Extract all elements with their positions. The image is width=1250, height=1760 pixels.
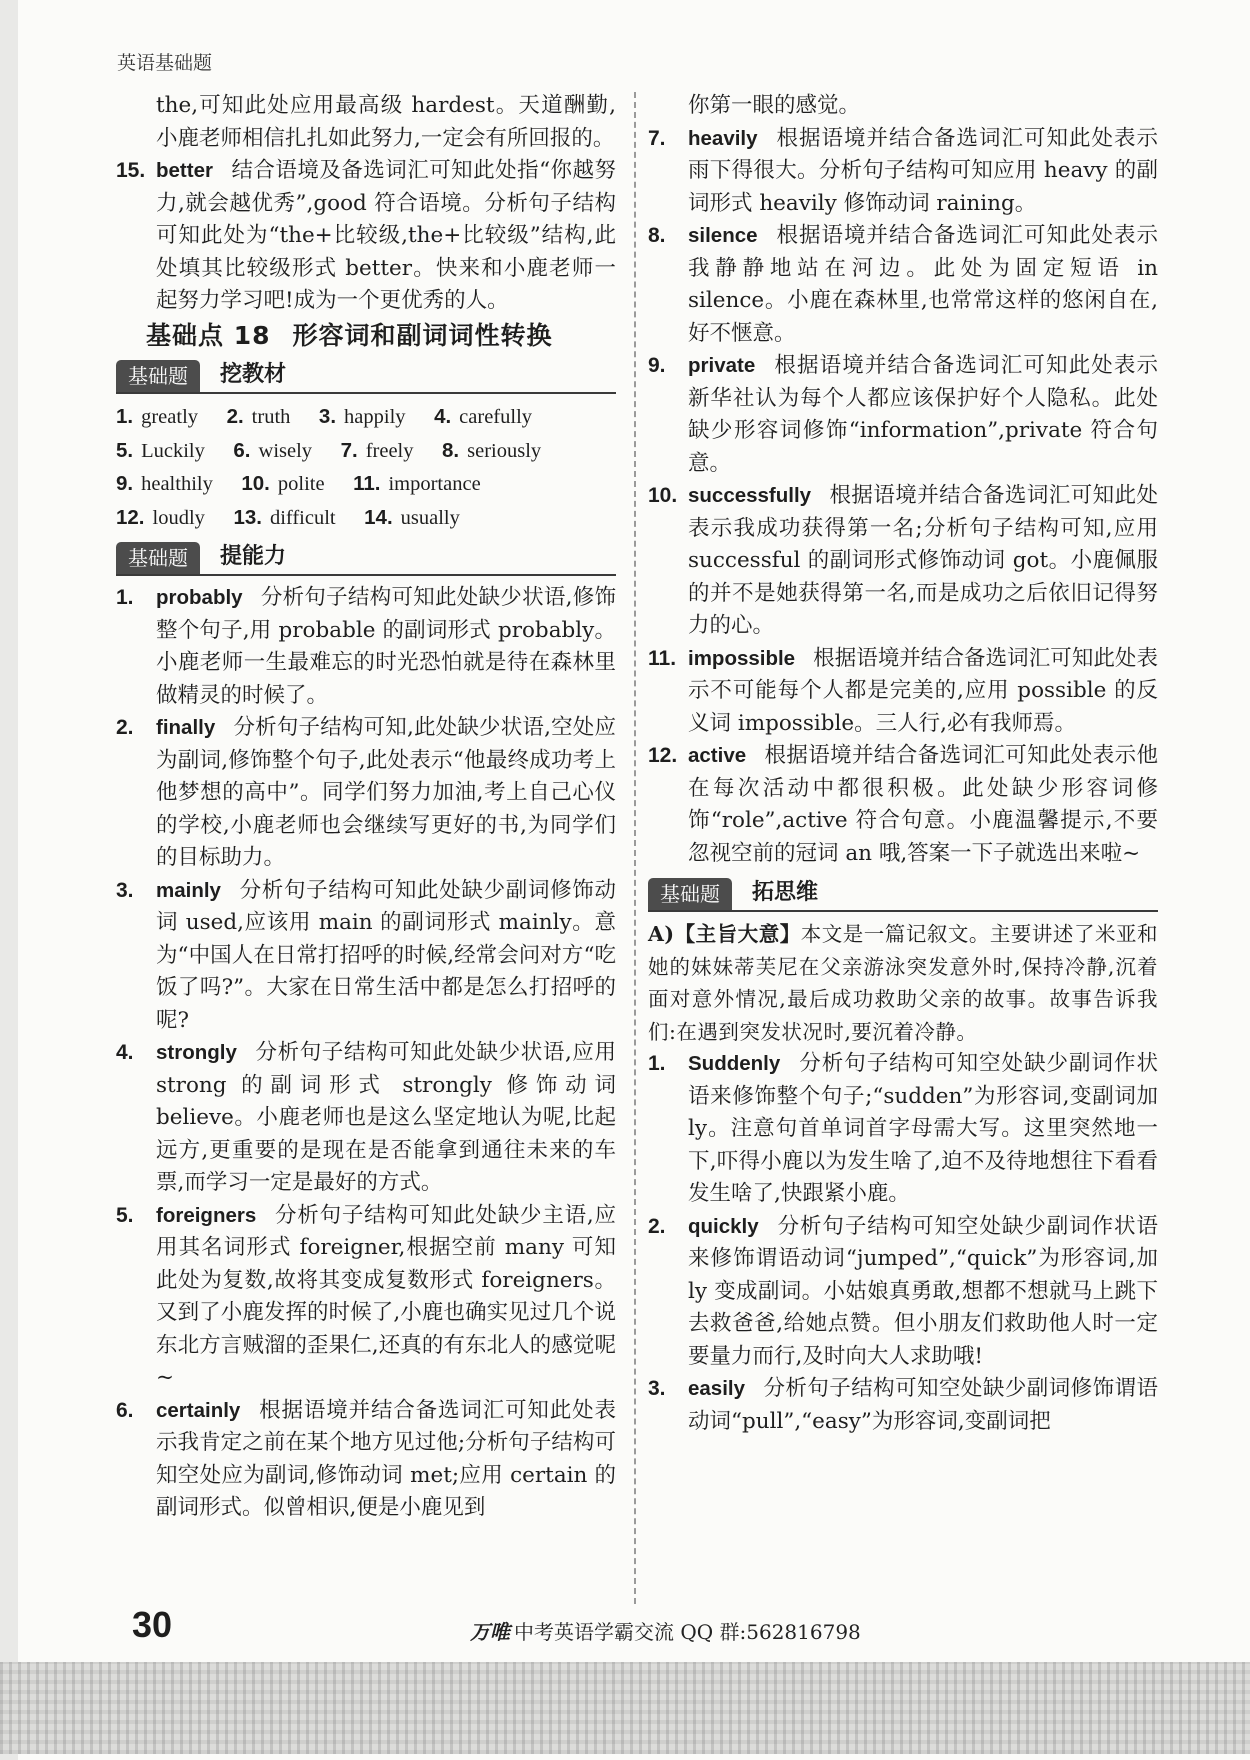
grid-answer: 3. happily xyxy=(318,405,406,428)
answer-item: 3. mainly 分析句子结构可知此处缺少副词修饰动词 used,应该用 main 的副词形式 mainly。意为“中国人在日常打招呼的时候,经常会问对方“吃饭了吗?”。大家在日常生活中都是怎么打招呼的呢? xyxy=(116,877,616,1033)
column-divider xyxy=(634,92,636,1604)
tag-badge: 基础题 xyxy=(116,542,200,574)
brand-logo: 万唯 xyxy=(470,1622,510,1644)
summary-label: A)【主旨大意】 xyxy=(648,922,801,946)
bottom-pattern-strip xyxy=(0,1662,1250,1754)
grid-answer: 7. freely xyxy=(340,438,414,462)
answer-grid-row xyxy=(116,434,616,468)
grid-answer: 11. importance xyxy=(353,472,481,495)
footer-note xyxy=(470,1616,861,1645)
answer-item: 4. strongly 分析句子结构可知此处缺少状语,应用 strong 的副词形式 strongly 修饰动词 believe。小鹿老师也是这么坚定地认为呢,比起远方,更重要的是现在是否能拿到通往未来的车票,而学习一定是最好的方式。 xyxy=(116,1040,616,1195)
page-edge xyxy=(0,0,18,1760)
section-point: 基础点 18 xyxy=(146,320,271,350)
answer-item: 10. successfully 根据语境并结合备选词汇可知此处表示我成功获得第一名;分析句子结构可知,应用 successful 的副词形式修饰动词 got。小鹿佩服的并不是她获得第一名,而是成功之后依旧记得努力的心。 xyxy=(648,483,1158,638)
grid-answer: 4. carefully xyxy=(434,405,533,428)
answer-item: 2. finally 分析句子结构可知,此处缺少状语,空处应为副词,修饰整个句子,此处表示“他最终成功考上他梦想的高中”。同学们努力加油,考上自己心仪的学校,小鹿老师也会继续写更好的书,为同学们的目标助力。 xyxy=(116,715,616,870)
continued-paragraph: 你第一眼的感觉。 xyxy=(688,93,861,118)
answer-grid xyxy=(116,400,616,534)
item-answer: better xyxy=(156,159,213,182)
grid-answer: 8. seriously xyxy=(442,438,542,462)
answer-item: 9. private 根据语境并结合备选词汇可知此处表示新华社认为每个人都应该保护好个人隐私。此处缺少形容词修饰“information”,private 符合句意。 xyxy=(648,353,1158,476)
item-explanation: 结合语境及备选词汇可知此处指“你越努力,就会越优秀”,good 符合语境。分析句子结构可知此处为“the+比较级,the+比较级”结构,此处填其比较级形式 better。快来和小鹿老师一起努力学习吧!成为一个更优秀的人。 xyxy=(156,158,616,313)
answer-item: 3. easily 分析句子结构可知空处缺少副词修饰谓语动词“pull”,“easy”为形容词,变副词把 xyxy=(648,1376,1158,1434)
main-idea-summary xyxy=(648,918,1158,1048)
answer-grid-row xyxy=(116,467,616,501)
grid-answer: 10. polite xyxy=(241,472,325,495)
tag-badge: 基础题 xyxy=(116,360,200,392)
grid-answer: 6. wisely xyxy=(233,438,313,462)
left-column xyxy=(116,90,616,1525)
item-number: 15. xyxy=(116,159,146,182)
answer-item-15 xyxy=(116,155,616,318)
grid-answer: 5. Luckily xyxy=(116,438,205,462)
answer-item: 7. heavily 根据语境并结合备选词汇可知此处表示雨下得很大。分析句子结构可知应用 heavy 的副词形式 heavily 修饰动词 raining。 xyxy=(648,125,1158,216)
answer-item: 12. active 根据语境并结合备选词汇可知此处表示他在每次活动中都很积极。此处缺少形容词修饰“role”,active 符合句意。小鹿温馨提示,不要忽视空前的冠词 an 哦,答案一下子就选出来啦~ xyxy=(648,743,1158,866)
answer-item: 11. impossible 根据语境并结合备选词汇可知此处表示不可能每个人都是完美的,应用 possible 的反义词 impossible。三人行,必有我师焉。 xyxy=(648,645,1158,736)
section-heading: 形容词和副词词性转换 xyxy=(292,320,553,350)
answer-grid-row xyxy=(116,501,616,535)
tag-tinengli xyxy=(116,538,616,576)
answer-item: 6. certainly 根据语境并结合备选词汇可知此处表示我肯定之前在某个地方见过他;分析句子结构可知空处应为副词,修饰动词 met;应用 certain 的副词形式。似曾相识,便是小鹿见到 xyxy=(116,1397,616,1520)
tag-label: 拓思维 xyxy=(752,879,819,905)
tag-wajiaocai xyxy=(116,356,616,394)
answer-grid-row xyxy=(116,400,616,434)
grid-answer: 14. usually xyxy=(364,505,460,529)
grid-answer: 2. truth xyxy=(226,405,291,428)
grid-answer: 9. healthily xyxy=(116,472,213,495)
right-column xyxy=(648,90,1158,1438)
tag-tuosiwei xyxy=(648,874,1158,912)
footer-qq-group: 中考英语学霸交流 QQ 群:562816798 xyxy=(514,1620,861,1644)
grid-answer: 13. difficult xyxy=(233,505,336,529)
section-title xyxy=(116,320,616,353)
summary-text: 本文是一篇记叙文。主要讲述了米亚和她的妹妹蒂芙尼在父亲游泳突发意外时,保持冷静,沉着面对意外情况,最后成功救助父亲的故事。故事告诉我们:在遇到突发状况时,要沉着冷静。 xyxy=(648,922,1159,1044)
answer-item: 2. quickly 分析句子结构可知空处缺少副词作状语来修饰谓语动词“jumped”,“quick”为形容词,加 ly 变成副词。小姑娘真勇敢,想都不想就马上跳下去救爸爸,给她点赞。但小朋友们救助他人时一定要量力而行,及时向大人求助哦! xyxy=(648,1213,1158,1369)
answer-item: 8. silence 根据语境并结合备选词汇可知此处表示我静静地站在河边。此处为固定短语 in silence。小鹿在森林里,也常常这样的悠闲自在,好不惬意。 xyxy=(648,223,1158,346)
intro-paragraph: the,可知此处应用最高级 hardest。天道酬勤,小鹿老师相信扎扎如此努力,一定会有所回报的。 xyxy=(156,93,616,151)
answer-item: 1. Suddenly 分析句子结构可知空处缺少副词作状语来修饰整个句子;“sudden”为形容词,变副词加 ly。注意句首单词首字母需大写。这里突然地一下,吓得小鹿以为发生啥了,迫不及待地想往下看看发生啥了,快跟紧小鹿。 xyxy=(648,1051,1158,1206)
grid-answer: 12. loudly xyxy=(116,505,205,529)
tag-badge: 基础题 xyxy=(648,878,732,910)
page-number: 30 xyxy=(132,1604,173,1645)
running-header: 英语基础题 xyxy=(117,52,213,74)
tag-label: 提能力 xyxy=(220,543,287,569)
grid-answer: 1. greatly xyxy=(116,405,199,428)
answer-item: 5. foreigners 分析句子结构可知此处缺少主语,应用其名词形式 foreigner,根据空前 many 可知此处为复数,故将其变成复数形式 foreigners。又到了小鹿发挥的时候了,小鹿也确实见过几个说东北方言贼溜的歪果仁,还真的有东北人的感觉呢~ xyxy=(116,1202,616,1390)
tag-label: 挖教材 xyxy=(220,361,287,387)
answer-item: 1. probably 分析句子结构可知此处缺少状语,修饰整个句子,用 probable 的副词形式 probably。小鹿老师一生最难忘的时光恐怕就是待在森林里做精灵的时候了。 xyxy=(116,585,616,708)
